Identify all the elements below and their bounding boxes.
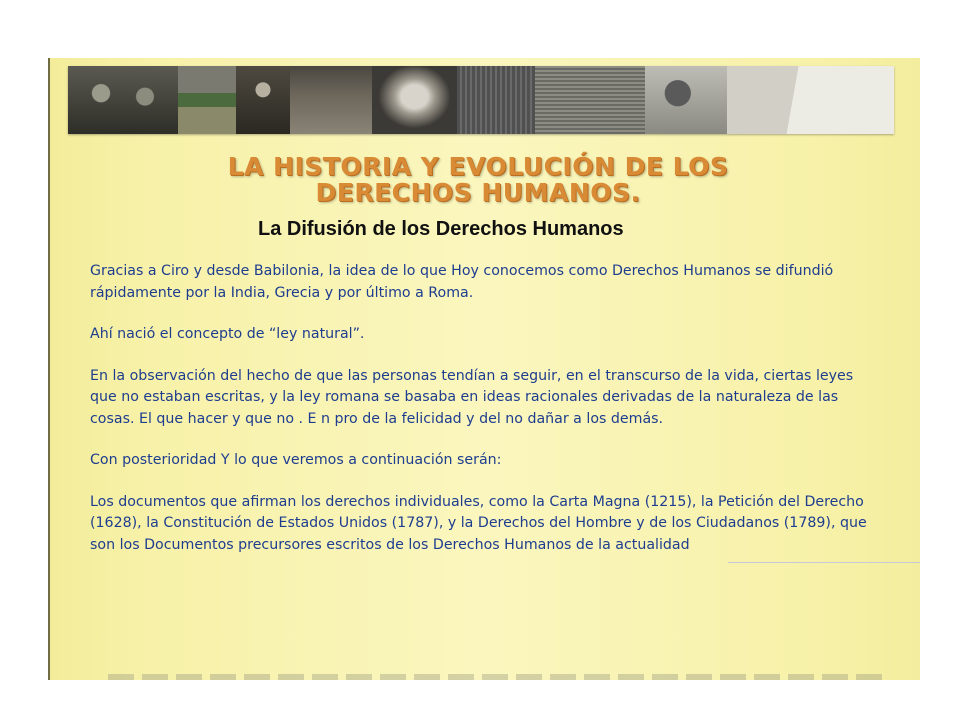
- paragraph-observacion: En la observación del hecho de que las personas tendían a seguir, en el transcurso de la vida, ciertas leyes que no estaban escritas, y la ley romana se basaba en ideas racionales derivadas de la naturaleza de las cosas. El que hacer y que no . E n pro de la felicidad y del no dañar a los demás.: [90, 367, 854, 427]
- explosion-cloud-image: [372, 66, 457, 134]
- paragraph-documentos: Los documentos que afirman los derechos individuales, como la Carta Magna (1215), la Petición del Derecho (1628), la Constitución de Estados Unidos (1787), y la Derechos del Hombre y de los Ciudadanos (1789), que son los Documentos precursores escritos de los Derechos Humanos de la actualidad: [90, 493, 867, 553]
- paragraph-ley-natural: Ahí nació el concepto de “ley natural”.: [90, 326, 365, 342]
- soldier-portrait-image: [236, 66, 290, 134]
- crowd-photo-image: [457, 66, 535, 134]
- slide-left-border: [48, 58, 50, 680]
- slide-body: [90, 261, 880, 576]
- cut-off-footer-text: [108, 674, 888, 680]
- landscape-photo-image: [178, 66, 236, 134]
- woman-portrait-image: [645, 66, 727, 134]
- historical-photo-banner: [68, 66, 894, 134]
- soldiers-photo-image: [68, 66, 178, 134]
- slide-title: LA HISTORIA Y EVOLUCIÓN DE LOS DERECHOS HUMANOS.: [227, 152, 729, 207]
- paragraph-ciro: Gracias a Ciro y desde Babilonia, la idea de lo que Hoy conocemos como Derechos Humanos se difundió rápidamente por la India, Grecia y por último a Roma.: [90, 263, 834, 301]
- divider-line: [728, 562, 920, 563]
- declaration-document-image: [727, 66, 894, 134]
- paragraph-posterioridad: Con posterioridad Y lo que veremos a continuación serán:: [90, 452, 502, 468]
- slide-subtitle: La Difusión de los Derechos Humanos: [258, 218, 624, 240]
- assembly-hall-image: [535, 66, 645, 134]
- slide: [48, 58, 920, 680]
- ruins-photo-image: [290, 66, 372, 134]
